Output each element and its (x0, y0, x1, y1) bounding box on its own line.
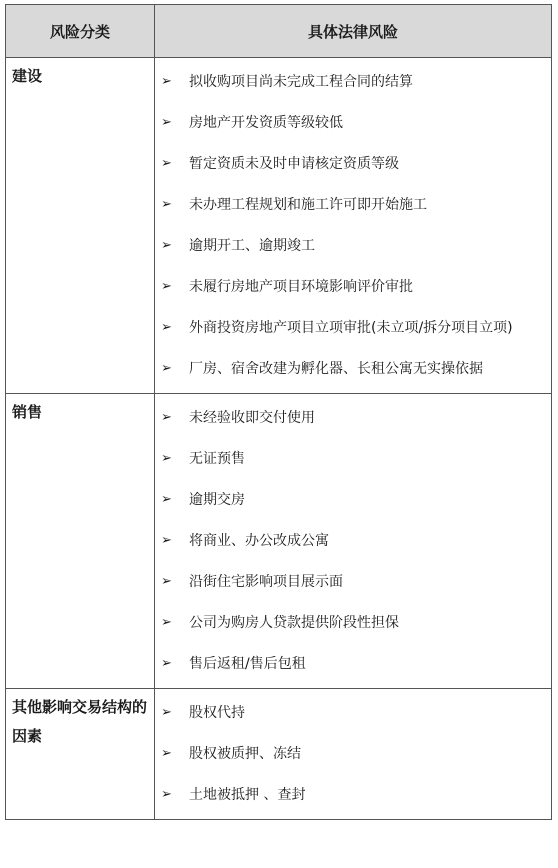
arrow-bullet-icon: ➢ (161, 238, 172, 253)
arrow-bullet-icon: ➢ (161, 705, 172, 720)
risk-text: 逾期开工、逾期竣工 (189, 238, 315, 254)
arrow-bullet-icon: ➢ (161, 492, 172, 507)
category-cell: 销售 (6, 394, 155, 689)
table-header-row (6, 5, 552, 58)
list-item (159, 650, 545, 678)
arrow-bullet-icon: ➢ (161, 615, 172, 630)
list-item (159, 273, 545, 301)
arrow-bullet-icon: ➢ (161, 574, 172, 589)
list-item (159, 109, 545, 137)
list-item (159, 568, 545, 596)
table-row-sales (6, 394, 552, 689)
risk-text: 股权代持 (189, 705, 245, 721)
risk-text: 公司为购房人贷款提供阶段性担保 (189, 615, 399, 631)
arrow-bullet-icon: ➢ (161, 746, 172, 761)
risk-text: 外商投资房地产项目立项审批(未立项/拆分项目立项) (189, 320, 513, 336)
risk-list-cell (155, 58, 552, 394)
risk-text: 土地被抵押 、查封 (189, 787, 306, 803)
list-item (159, 486, 545, 514)
list-item (159, 404, 545, 432)
risk-text: 厂房、宿舍改建为孵化器、长租公寓无实操依据 (189, 361, 483, 377)
arrow-bullet-icon: ➢ (161, 451, 172, 466)
risk-list (159, 404, 545, 678)
list-item (159, 781, 545, 809)
risk-text: 房地产开发资质等级较低 (189, 115, 343, 131)
list-item (159, 445, 545, 473)
table-row-other-factors (6, 689, 552, 820)
list-item (159, 68, 545, 96)
table-row-construction (6, 58, 552, 394)
risk-text: 将商业、办公改成公寓 (189, 533, 329, 549)
risk-list-cell (155, 394, 552, 689)
header-category: 风险分类 (6, 5, 155, 58)
arrow-bullet-icon: ➢ (161, 787, 172, 802)
risk-text: 未办理工程规划和施工许可即开始施工 (189, 197, 427, 213)
arrow-bullet-icon: ➢ (161, 197, 172, 212)
category-cell: 建设 (6, 58, 155, 394)
risk-list-cell (155, 689, 552, 820)
legal-risk-table (5, 4, 552, 820)
risk-text: 售后返租/售后包租 (189, 656, 306, 672)
risk-text: 沿街住宅影响项目展示面 (189, 574, 343, 590)
arrow-bullet-icon: ➢ (161, 533, 172, 548)
list-item (159, 232, 545, 260)
arrow-bullet-icon: ➢ (161, 656, 172, 671)
list-item (159, 355, 545, 383)
risk-text: 未经验收即交付使用 (189, 410, 315, 426)
category-cell: 其他影响交易结构的因素 (6, 689, 155, 820)
list-item (159, 609, 545, 637)
risk-text: 逾期交房 (189, 492, 245, 508)
risk-text: 未履行房地产项目环境影响评价审批 (189, 279, 413, 295)
list-item (159, 314, 545, 342)
arrow-bullet-icon: ➢ (161, 410, 172, 425)
risk-text: 暂定资质未及时申请核定资质等级 (189, 156, 399, 172)
arrow-bullet-icon: ➢ (161, 156, 172, 171)
header-risks: 具体法律风险 (155, 5, 552, 58)
arrow-bullet-icon: ➢ (161, 279, 172, 294)
risk-list (159, 68, 545, 383)
arrow-bullet-icon: ➢ (161, 115, 172, 130)
risk-text: 拟收购项目尚未完成工程合同的结算 (189, 74, 413, 90)
risk-text: 股权被质押、冻结 (189, 746, 301, 762)
list-item (159, 191, 545, 219)
list-item (159, 150, 545, 178)
arrow-bullet-icon: ➢ (161, 320, 172, 335)
list-item (159, 527, 545, 555)
risk-text: 无证预售 (189, 451, 245, 467)
arrow-bullet-icon: ➢ (161, 361, 172, 376)
list-item (159, 699, 545, 727)
arrow-bullet-icon: ➢ (161, 74, 172, 89)
risk-list (159, 699, 545, 809)
list-item (159, 740, 545, 768)
